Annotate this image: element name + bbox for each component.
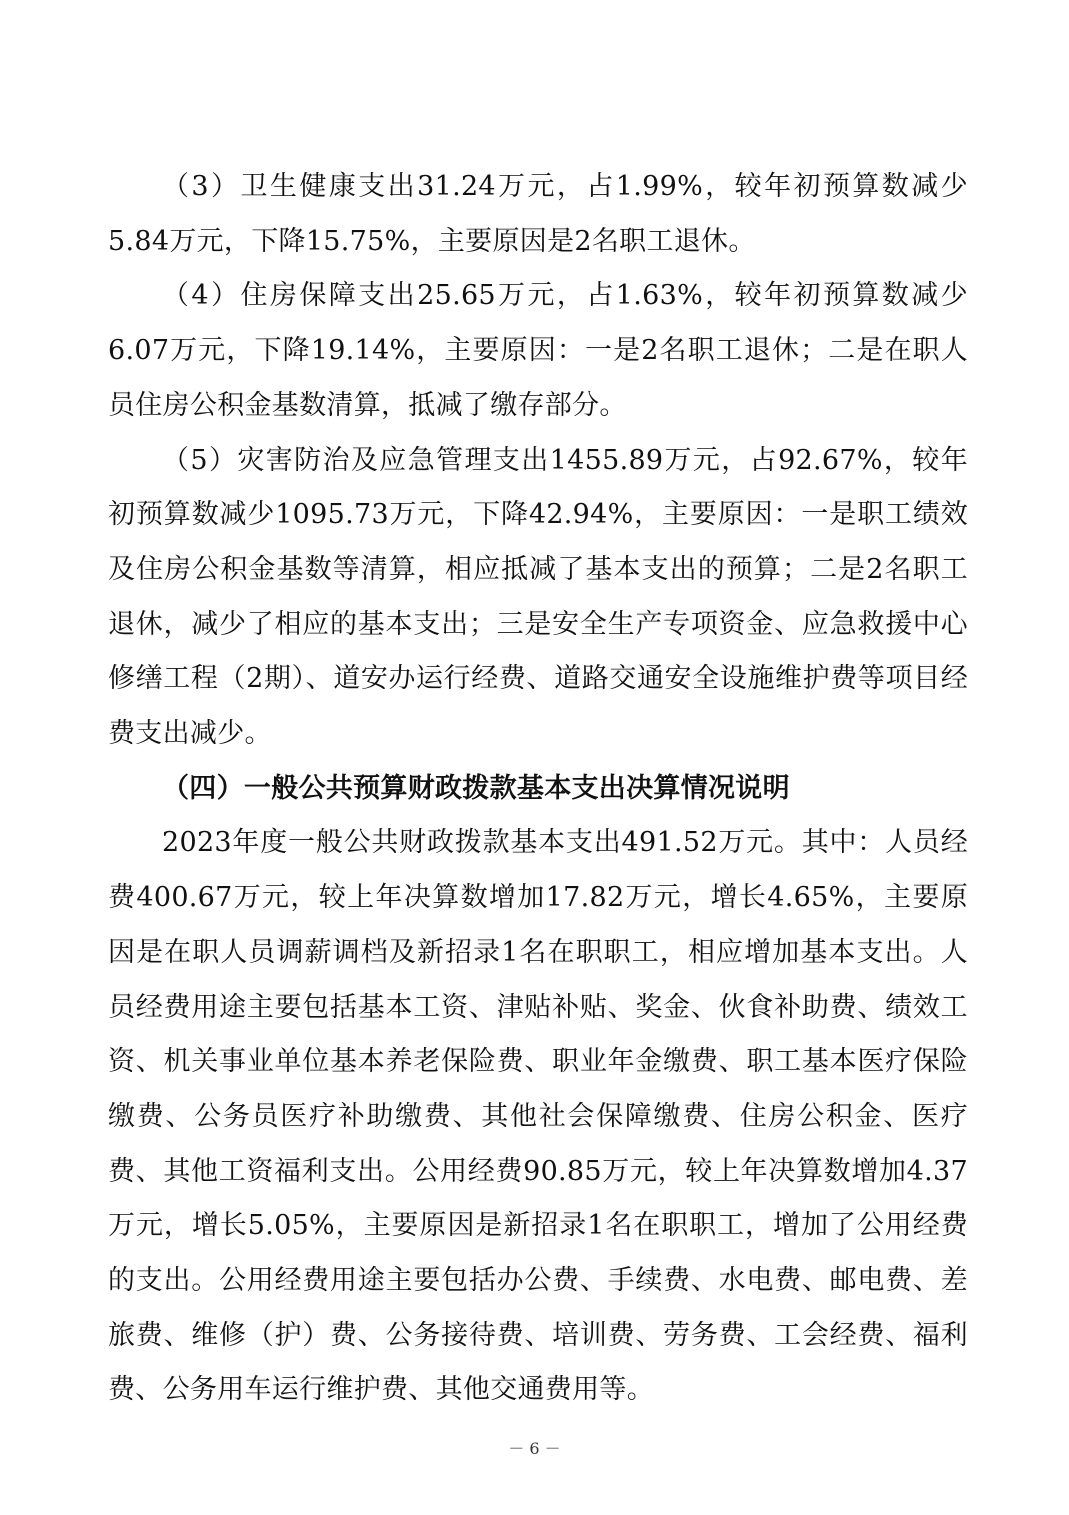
paragraph-health-expenditure: （3）卫生健康支出31.24万元，占1.99%，较年初预算数减少5.84万元，下降15.75%，主要原因是2名职工退休。 bbox=[108, 171, 968, 257]
page-number: － 6 － bbox=[508, 1439, 561, 1458]
document-body bbox=[108, 160, 968, 1418]
paragraph-basic-expenditure: 2023年度一般公共财政拨款基本支出491.52万元。其中：人员经费400.67万元，较上年决算数增加17.82万元，增长4.65%，主要原因是在职人员调薪调档及新招录1名在职职工，相应增加基本支出。人员经费用途主要包括基本工资、津贴补贴、奖金、伙食补助费、绩效工资、机关事业单位基本养老保险费、职业年金缴费、职工基本医疗保险缴费、公务员医疗补助缴费、其他社会保障缴费、住房公积金、医疗费、其他工资福利支出。公用经费90.85万元，较上年决算数增加4.37万元，增长5.05%，主要原因是新招录1名在职职工，增加了公用经费的支出。公用经费用途主要包括办公费、手续费、水电费、邮电费、差旅费、维修（护）费、公务接待费、培训费、劳务费、工会经费、福利费、公务用车运行维护费、其他交通费用等。 bbox=[108, 827, 968, 1406]
paragraph-housing-expenditure: （4）住房保障支出25.65万元，占1.63%，较年初预算数减少6.07万元，下降19.14%，主要原因：一是2名职工退休；二是在职人员住房公积金基数清算，抵减了缴存部分。 bbox=[108, 280, 968, 421]
paragraph-disaster-expenditure: （5）灾害防治及应急管理支出1455.89万元，占92.67%，较年初预算数减少1095.73万元，下降42.94%，主要原因：一是职工绩效及住房公积金基数等清算，相应抵减了基本支出的预算；二是2名职工退休，减少了相应的基本支出；三是安全生产专项资金、应急救援中心修缮工程（2期）、道安办运行经费、道路交通安全设施维护费等项目经费支出减少。 bbox=[108, 444, 968, 750]
section-heading: （四）一般公共预算财政拨款基本支出决算情况说明 bbox=[162, 772, 790, 804]
